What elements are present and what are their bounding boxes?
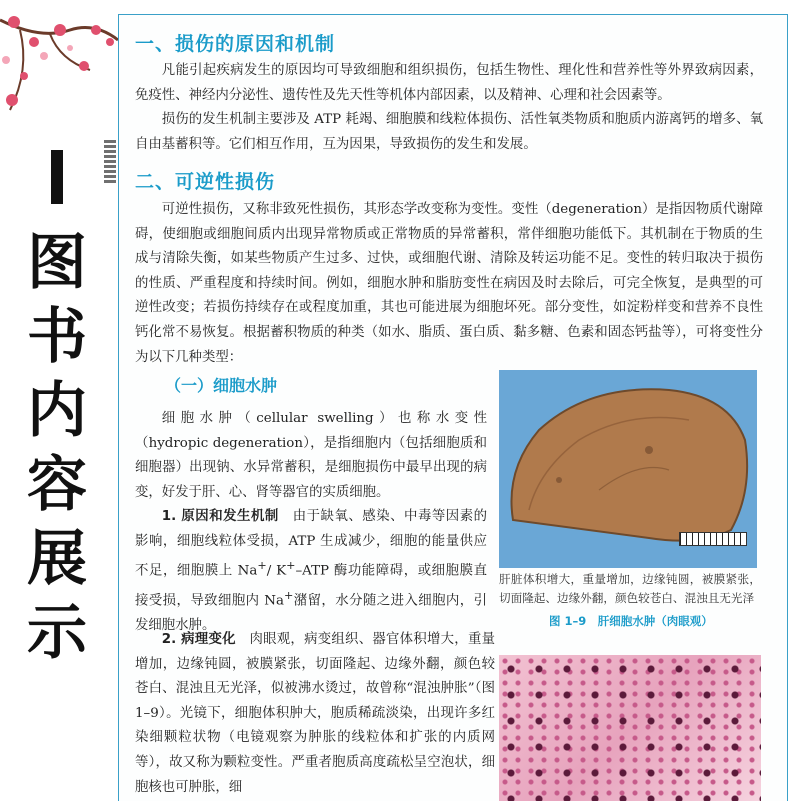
banner-char: 容	[27, 450, 87, 520]
figure-caption: 肝脏体积增大，重量增加，边缘钝圆，被膜紧张，切面隆起、边缘外翻，颜色较苍白、混浊且无光泽	[499, 572, 761, 605]
subsection-title-cell-swelling: （一）细胞水肿	[165, 376, 278, 395]
banner-char: 内	[27, 376, 87, 446]
paragraph: 细胞水肿（cellular swelling）也称水变性（hydropic degeneration），是指细胞内（包括细胞质和细胞器）出现钠、水异常蓄积，是细胞损伤中最早出现的病变，好发于肝、心、肾等器官的实质细胞。	[135, 411, 487, 500]
qr-code-strip	[104, 140, 116, 184]
paragraph	[135, 505, 487, 639]
text-run: –ATP 酶功能障碍，或细胞膜直接受损，导致细胞内 Na	[135, 563, 487, 609]
paragraph: 损伤的发生机制主要涉及 ATP 耗竭、细胞膜和线粒体损伤、活性氧类物质和胞质内游离钙的增多、氧自由基蓄积等。它们相互作用，互为因果，导致损伤的发生和发展。	[135, 112, 763, 152]
text-run: 由于缺氧、感染、中毒等因素的影响，细胞线粒体受损，ATP 生成减少，细胞的能量供应不足，细胞膜上 Na	[135, 509, 488, 579]
banner-char: 书	[27, 302, 87, 372]
paragraph: 可逆性损伤，又称非致死性损伤，其形态学改变称为变性。变性（degeneration）是指因物质代谢障碍，使细胞或细胞间质内出现异常物质或正常物质的异常蓄积，常伴细胞功能低下。其机制在于物质的生成与清除失衡，如某些物质产生过多、过快，或细胞代谢、清除及转运功能不足。变性的转归取决于损伤的性质、严重程度和持续时间。例如，细胞水肿和脂肪变性在病因及时去除后，可完全恢复，是典型的可逆性改变；若损伤持续存在或程度加重，其也可能进展为细胞坏死。部分变性，如淀粉样变和营养不良性钙化常不易恢复。根据蓄积物质的种类（如水、脂质、蛋白质、黏多糖、色素和固态钙盐等），可将变性分为以下几种类型：	[135, 202, 763, 365]
paragraph: 凡能引起疾病发生的原因均可导致细胞和组织损伤，包括生物性、理化性和营养性等外界致病因素，免疫性、神经内分泌性、遗传性及先天性等机体内部因素，以及精神、心理和社会因素等。	[135, 63, 763, 103]
banner-bar	[51, 150, 63, 204]
superscript: +	[283, 589, 294, 603]
side-banner	[22, 150, 92, 670]
book-page	[118, 14, 788, 801]
superscript: +	[257, 559, 267, 573]
plum-blossom-decoration	[0, 0, 120, 160]
text-run: 潴留，水分随之进入细胞内，引发细胞水肿。	[135, 593, 487, 634]
banner-char: 图	[27, 228, 87, 298]
paragraph-label: 1. 原因和发生机制	[161, 509, 279, 524]
banner-char: 展	[27, 524, 87, 594]
scale-ruler	[679, 532, 747, 546]
superscript: +	[286, 559, 296, 573]
text-run: / K	[266, 563, 287, 579]
paragraph	[135, 628, 495, 800]
banner-char: 示	[27, 598, 87, 668]
section-title-injury-causes: 一、损伤的原因和机制	[135, 33, 336, 55]
figure-title: 图 1–9 肝细胞水肿（肉眼观）	[549, 614, 713, 628]
text-run: 肉眼观，病变组织、器官体积增大，重量增加，边缘钝圆，被膜紧张，切面隆起、边缘外翻，颜色较苍白、混浊且无光泽，似被沸水烫过，故曾称“混浊肿胀”（图 1–9）。光镜下，细胞体积肿大，胞质稀疏淡染，出现许多红染细颗粒状物（电镜观察为肿胀的线粒体和扩张的内质网等），故又称为颗粒变性。严重者胞质高度疏松呈空泡状，细胞核也可肿胀，细	[135, 632, 496, 795]
paragraph-label: 2. 病理变化	[161, 632, 236, 647]
section-title-reversible-injury: 二、可逆性损伤	[135, 171, 276, 193]
liver-gross-photo	[499, 370, 757, 568]
liver-histology-photo	[499, 655, 761, 801]
